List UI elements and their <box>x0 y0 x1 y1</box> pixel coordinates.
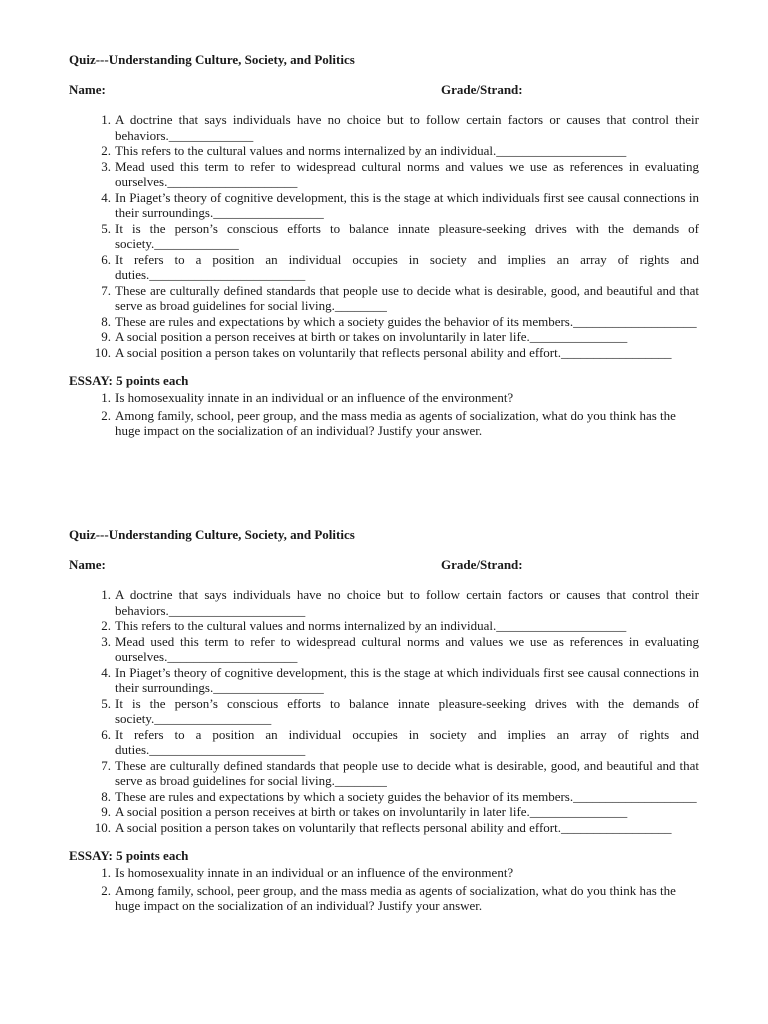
quiz-section-2 <box>69 527 699 916</box>
student-info-row <box>69 557 699 573</box>
question-text: A social position a person receives at birth or takes on involuntarily in later life._______________ <box>115 804 628 819</box>
essay-text: Among family, school, peer group, and the mass media as agents of socialization, what do you think has the huge impact on the socialization of an individual? Justify your answer. <box>115 407 676 438</box>
question-text: In Piaget’s theory of cognitive development, this is the stage at which individuals first see causal connections in their surroundings._________________ <box>115 189 699 220</box>
question-number: 10. <box>94 819 111 835</box>
question-item <box>69 329 699 345</box>
essay-list <box>69 865 699 914</box>
quiz-section-1 <box>69 52 699 441</box>
essay-list <box>69 390 699 439</box>
question-number: 1. <box>101 112 111 127</box>
question-list <box>69 587 699 835</box>
essay-number: 2. <box>101 882 111 898</box>
question-item <box>69 789 699 805</box>
question-item <box>69 587 699 618</box>
grade-strand-label: Grade/Strand: <box>441 82 523 97</box>
question-item <box>69 758 699 789</box>
question-number: 7. <box>101 282 111 298</box>
question-number: 2. <box>101 618 111 633</box>
question-item <box>69 727 699 758</box>
question-number: 9. <box>101 329 111 344</box>
question-number: 3. <box>101 633 111 649</box>
question-text: This refers to the cultural values and norms internalized by an individual.____________________ <box>115 618 627 633</box>
question-item <box>69 283 699 314</box>
question-text: These are rules and expectations by which a society guides the behavior of its members.___________________ <box>115 313 697 329</box>
question-text: It is the person’s conscious efforts to balance innate pleasure-seeking drives with the demands of society._____________ <box>115 220 699 251</box>
question-item <box>69 221 699 252</box>
question-number: 9. <box>101 804 111 819</box>
question-item <box>69 159 699 190</box>
essay-number: 2. <box>101 407 111 423</box>
essay-number: 1. <box>101 865 111 880</box>
question-text: These are rules and expectations by which a society guides the behavior of its members.___________________ <box>115 788 697 804</box>
question-number: 8. <box>101 313 111 329</box>
question-item <box>69 345 699 361</box>
name-label: Name: <box>69 557 106 572</box>
question-number: 5. <box>101 220 111 236</box>
question-text: A doctrine that says individuals have no choice but to follow certain factors or causes that control their behaviors._____________________ <box>115 587 699 618</box>
question-item <box>69 804 699 820</box>
question-number: 4. <box>101 189 111 205</box>
essay-text: Among family, school, peer group, and the mass media as agents of socialization, what do you think has the huge impact on the socialization of an individual? Justify your answer. <box>115 882 676 913</box>
question-text: In Piaget’s theory of cognitive development, this is the stage at which individuals first see causal connections in their surroundings._________________ <box>115 664 699 695</box>
question-number: 2. <box>101 143 111 158</box>
question-text: Mead used this term to refer to widespread cultural norms and values we use as references in evaluating ourselves.____________________ <box>115 633 699 664</box>
essay-number: 1. <box>101 390 111 405</box>
question-text: A social position a person takes on voluntarily that reflects personal ability and effort._________________ <box>115 819 672 835</box>
question-item <box>69 112 699 143</box>
question-text: This refers to the cultural values and norms internalized by an individual.____________________ <box>115 143 627 158</box>
question-number: 4. <box>101 664 111 680</box>
grade-strand-label: Grade/Strand: <box>441 557 523 572</box>
student-info-row <box>69 82 699 98</box>
question-item <box>69 190 699 221</box>
question-text: A social position a person takes on voluntarily that reflects personal ability and effort._________________ <box>115 344 672 360</box>
quiz-title: Quiz---Understanding Culture, Society, and Politics <box>69 52 355 67</box>
question-number: 10. <box>94 344 111 360</box>
essay-heading: ESSAY: 5 points each <box>69 848 189 863</box>
essay-text: Is homosexuality innate in an individual or an influence of the environment? <box>115 865 514 880</box>
question-item <box>69 314 699 330</box>
question-item <box>69 634 699 665</box>
essay-item <box>69 408 699 439</box>
question-text: It refers to a position an individual occupies in society and implies an array of rights and duties.________________________ <box>115 726 699 757</box>
question-number: 6. <box>101 251 111 267</box>
question-number: 5. <box>101 695 111 711</box>
question-text: These are culturally defined standards that people use to decide what is desirable, good, and beautiful and that serve as broad guidelines for social living.________ <box>115 282 699 313</box>
quiz-title: Quiz---Understanding Culture, Society, and Politics <box>69 527 355 542</box>
question-number: 1. <box>101 587 111 602</box>
name-label: Name: <box>69 82 106 97</box>
question-number: 7. <box>101 757 111 773</box>
essay-item <box>69 883 699 914</box>
essay-heading: ESSAY: 5 points each <box>69 373 189 388</box>
question-text: It refers to a position an individual occupies in society and implies an array of rights and duties.________________________ <box>115 251 699 282</box>
question-list <box>69 112 699 360</box>
question-item <box>69 665 699 696</box>
question-number: 8. <box>101 788 111 804</box>
question-item <box>69 618 699 634</box>
question-text: It is the person’s conscious efforts to balance innate pleasure-seeking drives with the demands of society.__________________ <box>115 695 699 726</box>
question-item <box>69 252 699 283</box>
question-text: Mead used this term to refer to widespread cultural norms and values we use as references in evaluating ourselves.____________________ <box>115 158 699 189</box>
question-text: These are culturally defined standards that people use to decide what is desirable, good, and beautiful and that serve as broad guidelines for social living.________ <box>115 757 699 788</box>
question-item <box>69 143 699 159</box>
question-text: A social position a person receives at birth or takes on involuntarily in later life._______________ <box>115 329 628 344</box>
essay-item <box>69 865 699 881</box>
question-number: 6. <box>101 726 111 742</box>
question-text: A doctrine that says individuals have no choice but to follow certain factors or causes that control their behaviors._____________ <box>115 112 699 143</box>
question-item <box>69 696 699 727</box>
question-number: 3. <box>101 158 111 174</box>
essay-text: Is homosexuality innate in an individual or an influence of the environment? <box>115 390 514 405</box>
essay-item <box>69 390 699 406</box>
question-item <box>69 820 699 836</box>
